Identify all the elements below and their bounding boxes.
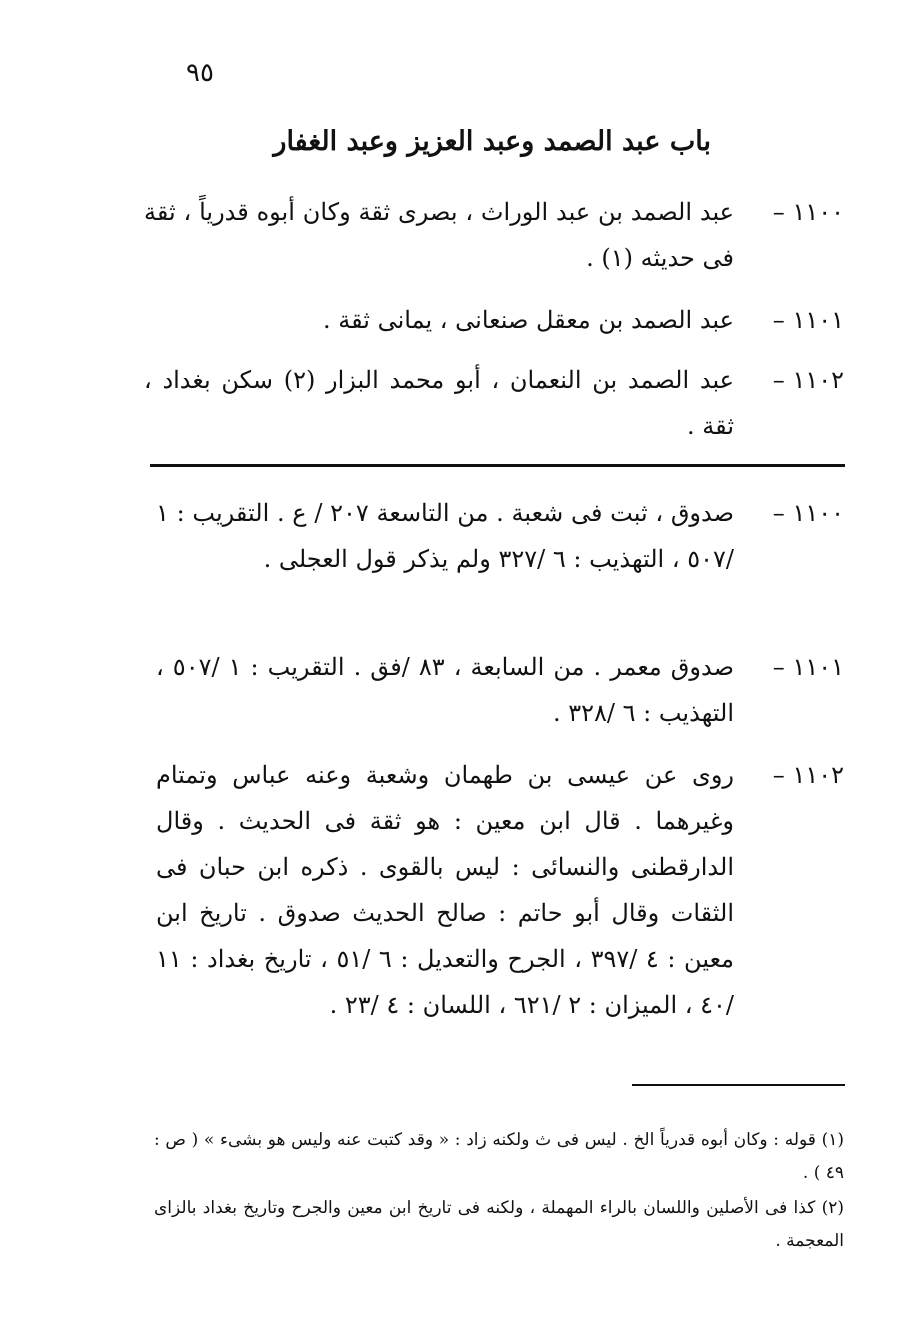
- footnote-divider: [632, 1084, 845, 1086]
- entry-number: ١١٠٢ –: [772, 366, 844, 394]
- note-number: ١١٠١ –: [772, 653, 844, 681]
- entry-text: عبد الصمد بن النعمان ، أبو محمد البزار (٢) سكن بغداد ، ثقة .: [144, 366, 735, 440]
- section-title: باب عبد الصمد وعبد العزيز وعبد الغفار: [273, 126, 711, 157]
- note-1101: [144, 644, 844, 736]
- entry-1102: [144, 357, 844, 449]
- footnote-1: (١) قوله : وكان أبوه قدرياً الخ . ليس فى ث ولكنه زاد : « وقد كتبت عنه وليس هو بشىء » ( ص : ٤٩ ) .: [154, 1130, 844, 1183]
- note-1102: [144, 752, 844, 1074]
- entry-text: عبد الصمد بن عبد الوراث ، بصرى ثقة وكان أبوه قدرياً ، ثقة فى حديثه (١) .: [144, 198, 734, 272]
- entry-number: ١١٠٠ –: [772, 198, 844, 226]
- note-number: ١١٠٢ –: [772, 761, 844, 789]
- entry-number: ١١٠١ –: [772, 306, 844, 334]
- entry-1100: [144, 189, 844, 281]
- entry-1101: [144, 297, 844, 343]
- entry-text: عبد الصمد بن معقل صنعانى ، يمانى ثقة .: [323, 306, 734, 334]
- page-number: ٩٥: [186, 58, 214, 88]
- note-1100: [144, 490, 844, 628]
- note-text: صدوق معمر . من السابعة ، ٨٣ /فق . التقريب : ١ /٥٠٧ ، التهذيب : ٦ /٣٢٨ .: [156, 653, 734, 727]
- footnote-2: (٢) كذا فى الأصلين واللسان بالراء المهملة ، ولكنه فى تاريخ ابن معين والجرح وتاريخ بغداد بالزاى المعجمة .: [154, 1198, 844, 1251]
- note-text: روى عن عيسى بن طهمان وشعبة وعنه عباس وتمتام وغيرهما . قال ابن معين : هو ثقة فى الحديث . وقال الدارقطنى والنسائى : ليس بالقوى . ذكره ابن حبان فى الثقات وقال أبو حاتم : صالح الحديث صدوق . تاريخ ابن معين : ٤ /٣٩٧ ، الجرح والتعديل : ٦ /٥١ ، تاريخ بغداد : ١١ /٤٠ ، الميزان : ٢ /٦٢١ ، اللسان : ٤ /٢٣ .: [156, 761, 734, 1019]
- note-number: ١١٠٠ –: [772, 499, 844, 527]
- note-text: صدوق ، ثبت فى شعبة . من التاسعة ٢٠٧ / ع . التقريب : ١ /٥٠٧ ، التهذيب : ٦ /٣٢٧ ولم يذكر قول العجلى .: [156, 499, 735, 573]
- section-divider: [150, 464, 845, 467]
